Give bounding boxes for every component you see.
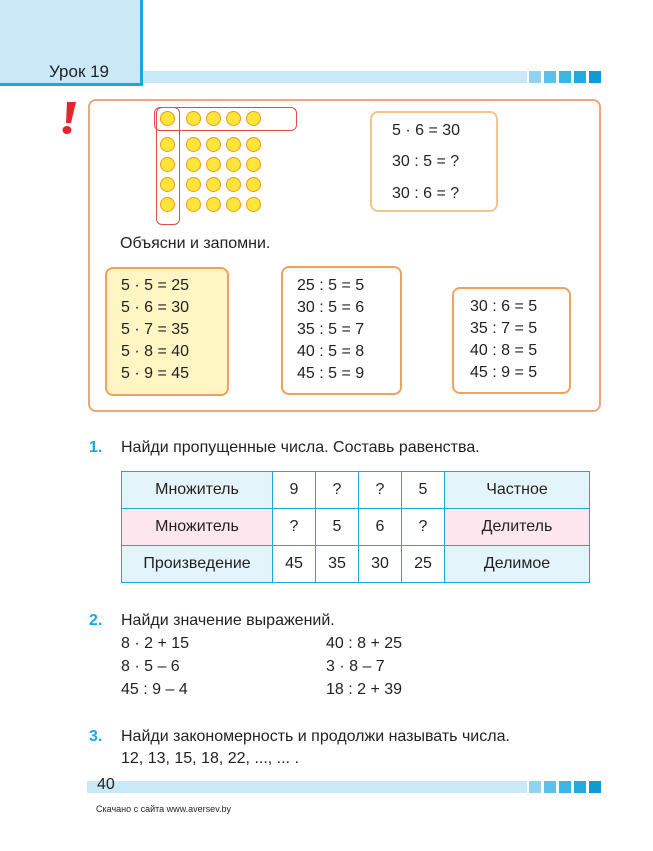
table-cell: Множитель bbox=[122, 472, 273, 509]
table-cell: ? bbox=[273, 509, 316, 546]
explain-label: Объясни и запомни. bbox=[120, 235, 271, 252]
expression: 40 : 8 + 25 bbox=[326, 635, 403, 652]
coin bbox=[226, 157, 241, 172]
fact-line: 30 : 5 = 6 bbox=[297, 299, 365, 316]
coin bbox=[206, 177, 221, 192]
table-row bbox=[122, 509, 590, 546]
coin bbox=[206, 157, 221, 172]
question-equation: 30 : 6 = ? bbox=[392, 185, 460, 202]
table-row bbox=[122, 546, 590, 583]
fact-line: 5 · 8 = 40 bbox=[121, 343, 190, 360]
fact-line: 45 : 5 = 9 bbox=[297, 365, 365, 382]
table-cell: 35 bbox=[316, 546, 359, 583]
coin bbox=[226, 177, 241, 192]
fact-line: 25 : 5 = 5 bbox=[297, 277, 365, 294]
task-number: 2. bbox=[89, 612, 103, 629]
fact-line: 5 · 5 = 25 bbox=[121, 277, 190, 294]
fact-line: 35 : 7 = 5 bbox=[470, 320, 538, 337]
task-number: 1. bbox=[89, 439, 103, 456]
coin bbox=[186, 137, 201, 152]
number-sequence: 12, 13, 15, 18, 22, ..., ... . bbox=[121, 750, 299, 767]
coin bbox=[226, 197, 241, 212]
fact-line: 35 : 5 = 7 bbox=[297, 321, 365, 338]
expression: 8 · 2 + 15 bbox=[121, 635, 190, 652]
table-cell: 45 bbox=[273, 546, 316, 583]
table-cell: Делимое bbox=[445, 546, 590, 583]
division-quotient-facts-box bbox=[452, 287, 571, 394]
column-highlight-frame bbox=[156, 107, 180, 225]
coin-grid bbox=[154, 107, 299, 227]
coin bbox=[246, 177, 261, 192]
expression: 45 : 9 – 4 bbox=[121, 681, 188, 698]
coin bbox=[186, 157, 201, 172]
task-text: Найди закономерность и продолжи называть числа. bbox=[121, 728, 510, 745]
fact-line: 45 : 9 = 5 bbox=[470, 364, 538, 381]
exclamation-icon bbox=[61, 101, 77, 140]
table-cell: 5 bbox=[316, 509, 359, 546]
fact-line: 40 : 8 = 5 bbox=[470, 342, 538, 359]
fact-line: 40 : 5 = 8 bbox=[297, 343, 365, 360]
question-equation: 30 : 5 = ? bbox=[392, 153, 460, 170]
coin bbox=[226, 137, 241, 152]
header-squares bbox=[527, 71, 603, 83]
table-cell: ? bbox=[359, 472, 402, 509]
expression: 3 · 8 – 7 bbox=[326, 658, 385, 675]
header-stripe bbox=[143, 71, 527, 83]
fact-line: 5 · 6 = 30 bbox=[121, 299, 190, 316]
table-cell: Частное bbox=[445, 472, 590, 509]
table-cell: 25 bbox=[402, 546, 445, 583]
footer-credit: Скачано с сайта www.aversev.by bbox=[96, 804, 232, 814]
task-number: 3. bbox=[89, 728, 103, 745]
table-cell: ? bbox=[402, 509, 445, 546]
task-text: Найди пропущенные числа. Составь равенства. bbox=[121, 439, 480, 456]
table-row bbox=[122, 472, 590, 509]
table-cell: 9 bbox=[273, 472, 316, 509]
fact-line: 30 : 6 = 5 bbox=[470, 298, 538, 315]
footer-stripe bbox=[87, 781, 527, 793]
table-cell: ? bbox=[316, 472, 359, 509]
table-cell: Множитель bbox=[122, 509, 273, 546]
task1-table bbox=[121, 471, 590, 583]
lesson-title: Урок 19 bbox=[49, 62, 110, 81]
expression: 18 : 2 + 39 bbox=[326, 681, 403, 698]
question-equation: 5 · 6 = 30 bbox=[392, 122, 461, 139]
table-cell: 30 bbox=[359, 546, 402, 583]
coin bbox=[186, 197, 201, 212]
table-cell: Произведение bbox=[122, 546, 273, 583]
page-number: 40 bbox=[97, 776, 115, 793]
question-box bbox=[370, 111, 498, 212]
coin bbox=[246, 157, 261, 172]
multiplication-facts-box bbox=[105, 267, 229, 396]
fact-line: 5 · 9 = 45 bbox=[121, 365, 190, 382]
coin bbox=[246, 197, 261, 212]
footer-squares bbox=[527, 781, 603, 793]
task-text: Найди значение выражений. bbox=[121, 612, 335, 629]
table-cell: 6 bbox=[359, 509, 402, 546]
coin bbox=[186, 177, 201, 192]
table-cell: Делитель bbox=[445, 509, 590, 546]
coin bbox=[206, 197, 221, 212]
expression: 8 · 5 – 6 bbox=[121, 658, 180, 675]
fact-line: 5 · 7 = 35 bbox=[121, 321, 190, 338]
coin bbox=[206, 137, 221, 152]
table-cell: 5 bbox=[402, 472, 445, 509]
coin bbox=[246, 137, 261, 152]
division-by-5-facts-box bbox=[281, 266, 402, 395]
